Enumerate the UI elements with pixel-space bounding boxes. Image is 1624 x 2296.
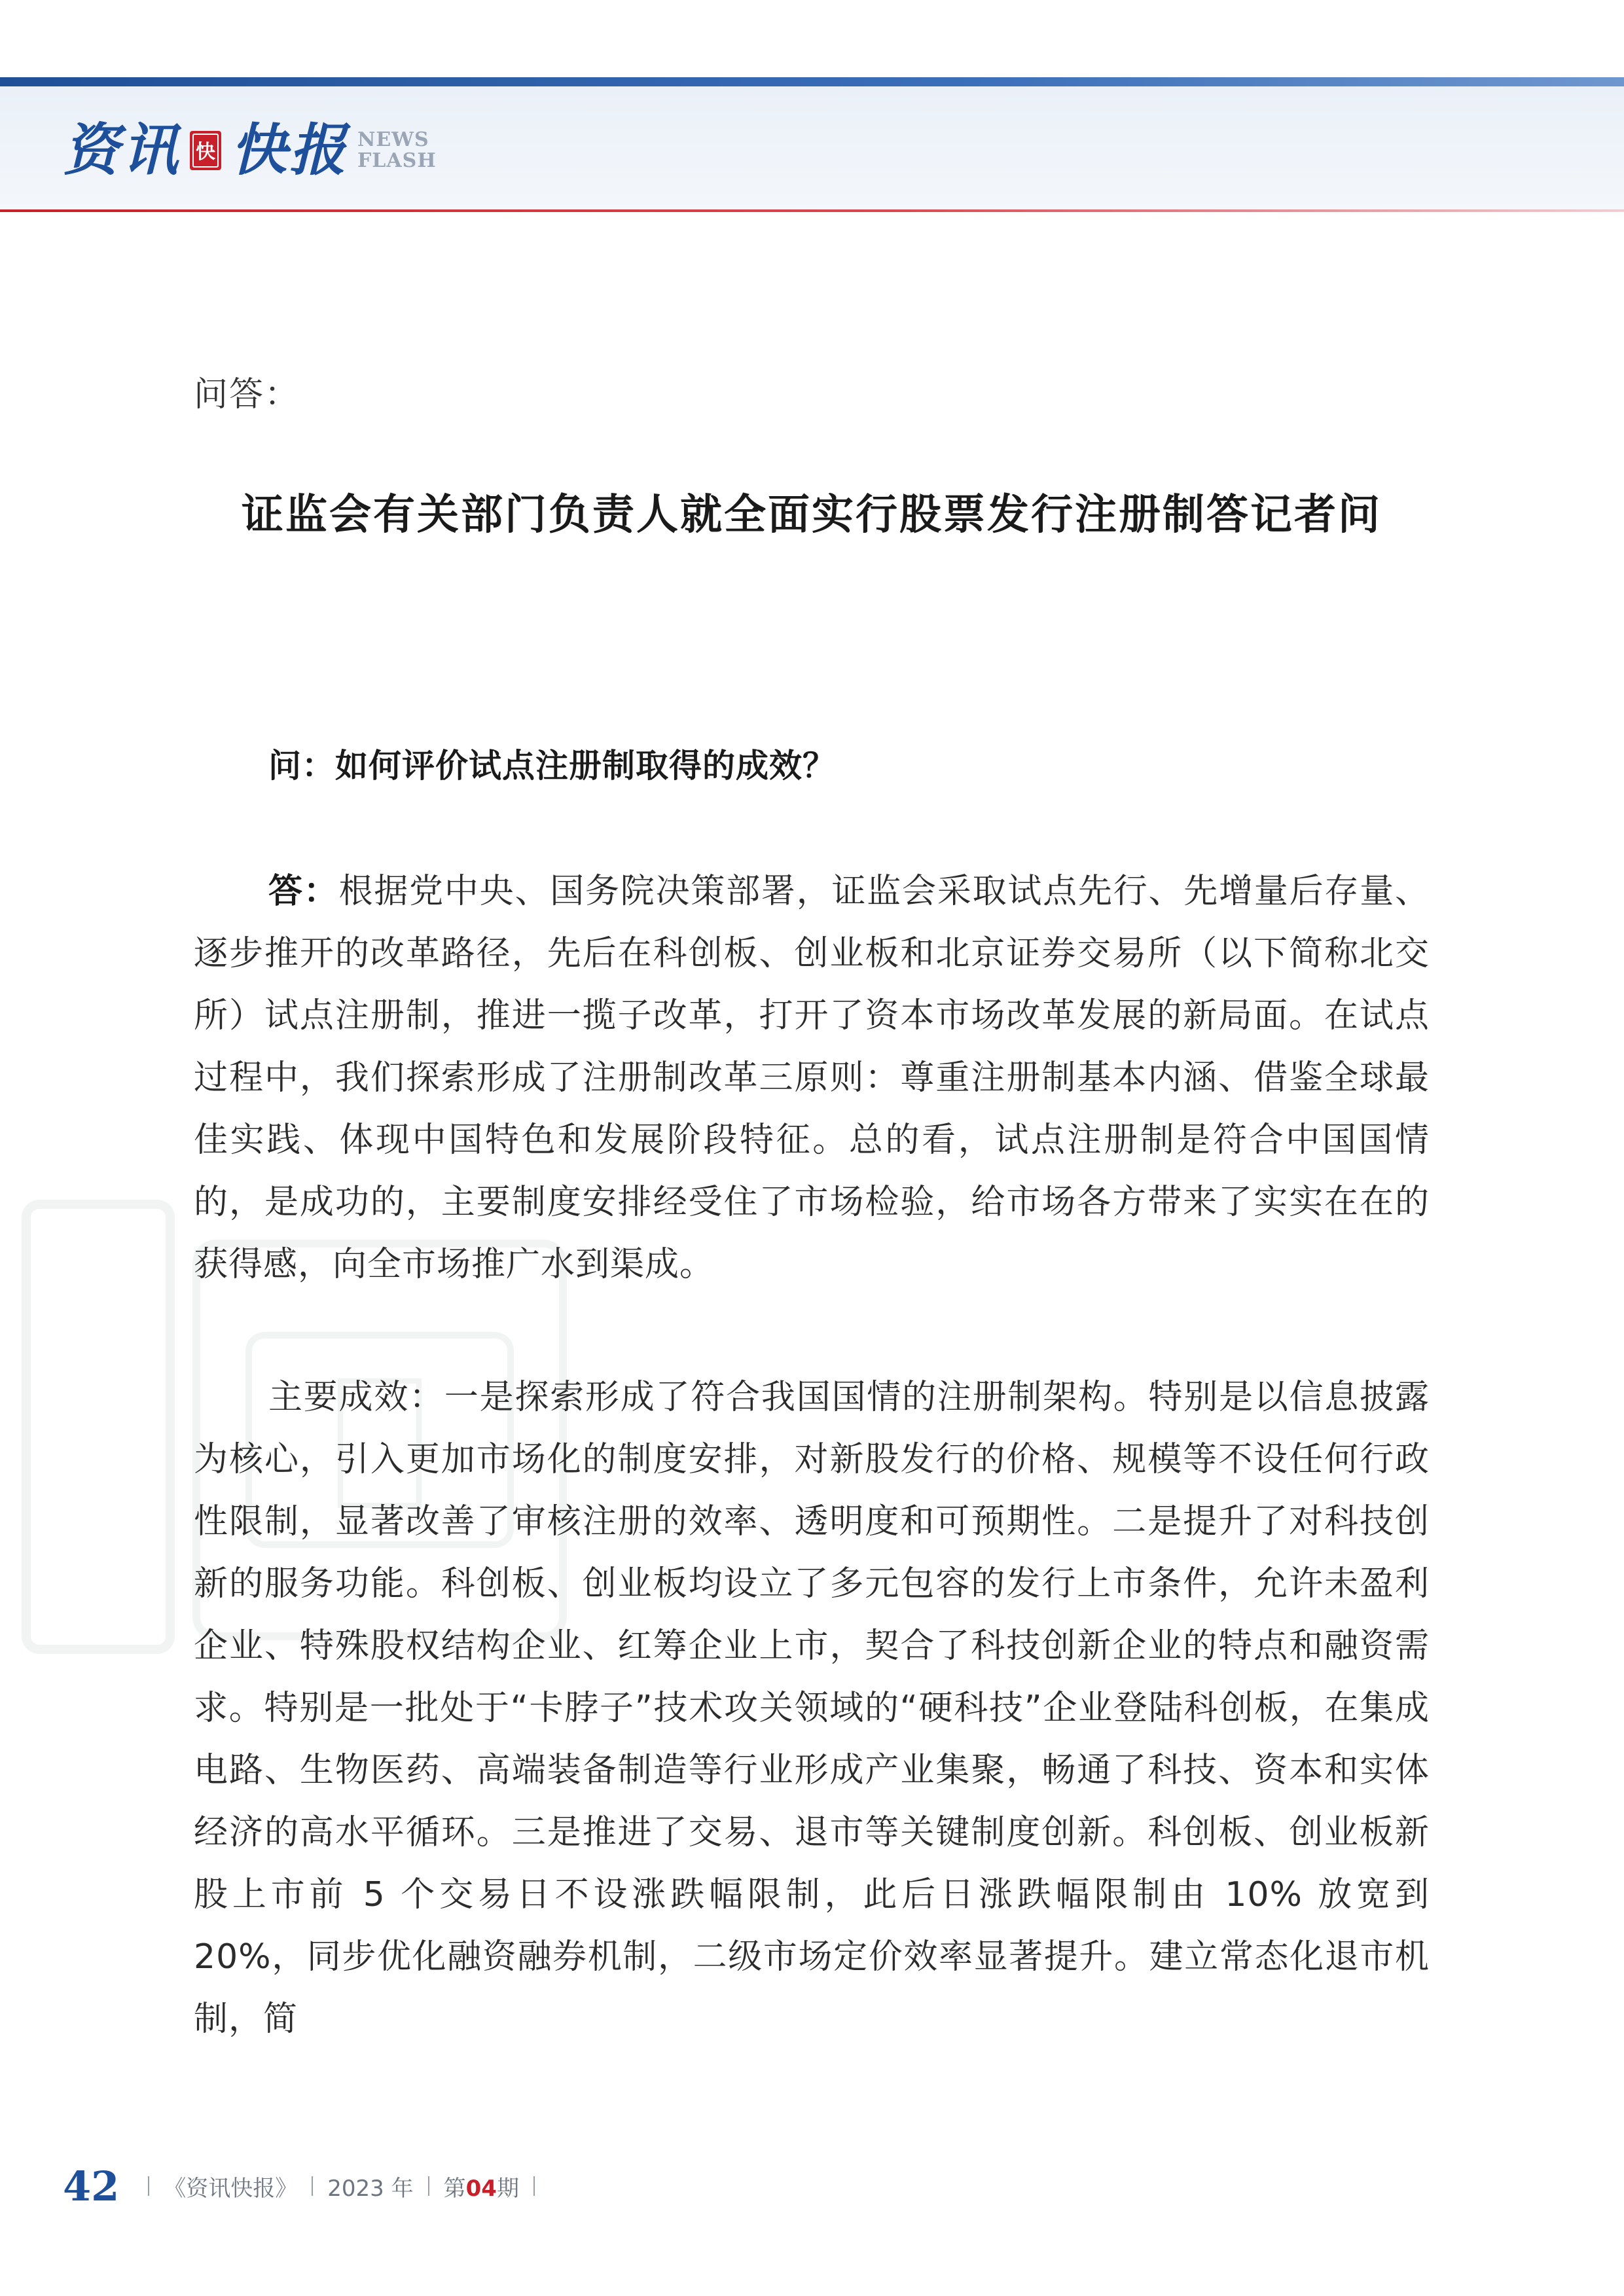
masthead-right: 快报 [230, 117, 348, 183]
footer-separator [148, 2176, 149, 2196]
issue-suffix: 期 [496, 2175, 519, 2202]
header-top-bar [0, 77, 1624, 86]
flash-line: FLASH [357, 149, 437, 172]
footer-issue [444, 2170, 519, 2202]
footer-separator [428, 2176, 429, 2196]
seal-icon [187, 128, 224, 173]
results-paragraph: 主要成效：一是探索形成了符合我国国情的注册制架构。特别是以信息披露为核心，引入更加市场化的制度安排，对新股发行的价格、规模等不设任何行政性限制，显著改善了审核注册的效率、透明度和可预期性。二是提升了对科技创新的服务功能。科创板、创业板均设立了多元包容的发行上市条件，允许未盈利企业、特殊股权结构企业、红筹企业上市，契合了科技创新企业的特点和融资需求。特别是一批处于“卡脖子”技术攻关领域的“硬科技”企业登陆科创板，在集成电路、生物医药、高端装备制造等行业形成产业集聚，畅通了科技、资本和实体经济的高水平循环。三是推进了交易、退市等关键制度创新。科创板、创业板新股上市前 5 个交易日不设涨跌幅限制，此后日涨跌幅限制由 10% 放宽到 20%，同步优化融资融券机制，二级市场定价效率显著提升。建立常态化退市机制，简 [194, 1378, 1430, 2039]
article-title: 证监会有关部门负责人就全面实行股票发行注册制答记者问 [242, 491, 1382, 539]
answer-lead: 答： [268, 872, 339, 911]
footer-separator [533, 2176, 535, 2196]
answer-paragraph [194, 861, 1430, 1296]
header-divider [0, 209, 1624, 212]
footer-year: 2023 年 [327, 2175, 414, 2202]
section-label: 问答： [194, 375, 300, 414]
svg-text:快: 快 [196, 141, 215, 164]
news-flash-label [357, 130, 437, 171]
footer-publication: 《资讯快报》 [164, 2175, 298, 2202]
masthead [63, 111, 437, 190]
masthead-left: 资讯 [63, 117, 181, 183]
question-heading: 问：如何评价试点注册制取得的成效？ [268, 747, 836, 785]
page-footer [63, 2160, 549, 2212]
page-number: 42 [63, 2162, 120, 2210]
footer-separator [312, 2176, 313, 2196]
answer-body: 根据党中央、国务院决策部署，证监会采取试点先行、先增量后存量、逐步推开的改革路径，先后在科创板、创业板和北京证券交易所（以下简称北交所）试点注册制，推进一揽子改革，打开了资本市场改革发展的新局面。在试点过程中，我们探索形成了注册制改革三原则：尊重注册制基本内涵、借鉴全球最佳实践、体现中国特色和发展阶段特征。总的看，试点注册制是符合中国国情的，是成功的，主要制度安排经受住了市场检验，给市场各方带来了实实在在的获得感，向全市场推广水到渠成。 [194, 872, 1430, 1284]
news-line: NEWS [357, 128, 429, 151]
issue-number: 04 [465, 2175, 497, 2202]
issue-prefix: 第 [443, 2175, 466, 2202]
